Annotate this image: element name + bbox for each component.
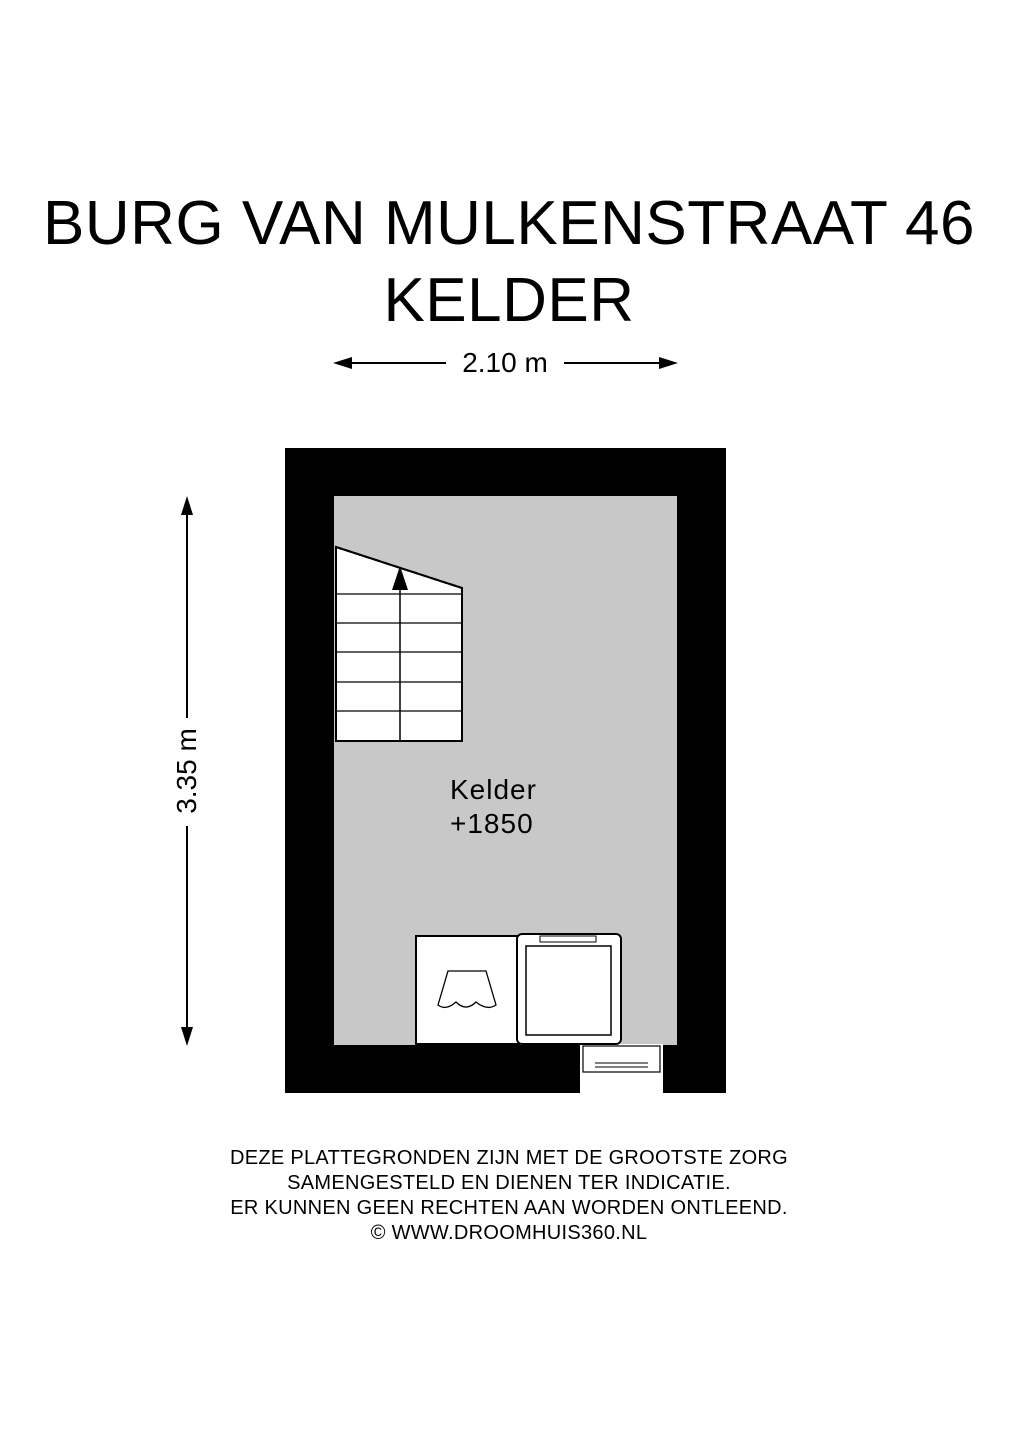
page-title-floor: KELDER (383, 266, 635, 335)
disclaimer-line-3: ER KUNNEN GEEN RECHTEN AAN WORDEN ONTLEEND. (230, 1197, 788, 1219)
sink-cabinet-icon (416, 936, 519, 1044)
washing-machine-icon (517, 934, 621, 1044)
door-threshold (583, 1046, 660, 1072)
width-dimension-label (333, 345, 677, 381)
page-title-address: BURG VAN MULKENSTRAAT 46 (43, 189, 975, 258)
disclaimer-line-1: DEZE PLATTEGRONDEN ZIJN MET DE GROOTSTE ZORG (229, 1147, 789, 1169)
height-value: 3.35 m (171, 720, 202, 822)
room-level-label: +1850 (450, 808, 534, 839)
room-name-label: Kelder (450, 774, 537, 805)
copyright-line: © WWW.DROOMHUIS360.NL (370, 1222, 648, 1244)
disclaimer-line-2: SAMENGESTELD EN DIENEN TER INDICATIE. (287, 1172, 731, 1194)
height-dimension-label (169, 720, 205, 822)
width-dimension (333, 345, 677, 381)
width-value: 2.10 m (452, 347, 558, 378)
height-dimension (164, 495, 210, 1047)
